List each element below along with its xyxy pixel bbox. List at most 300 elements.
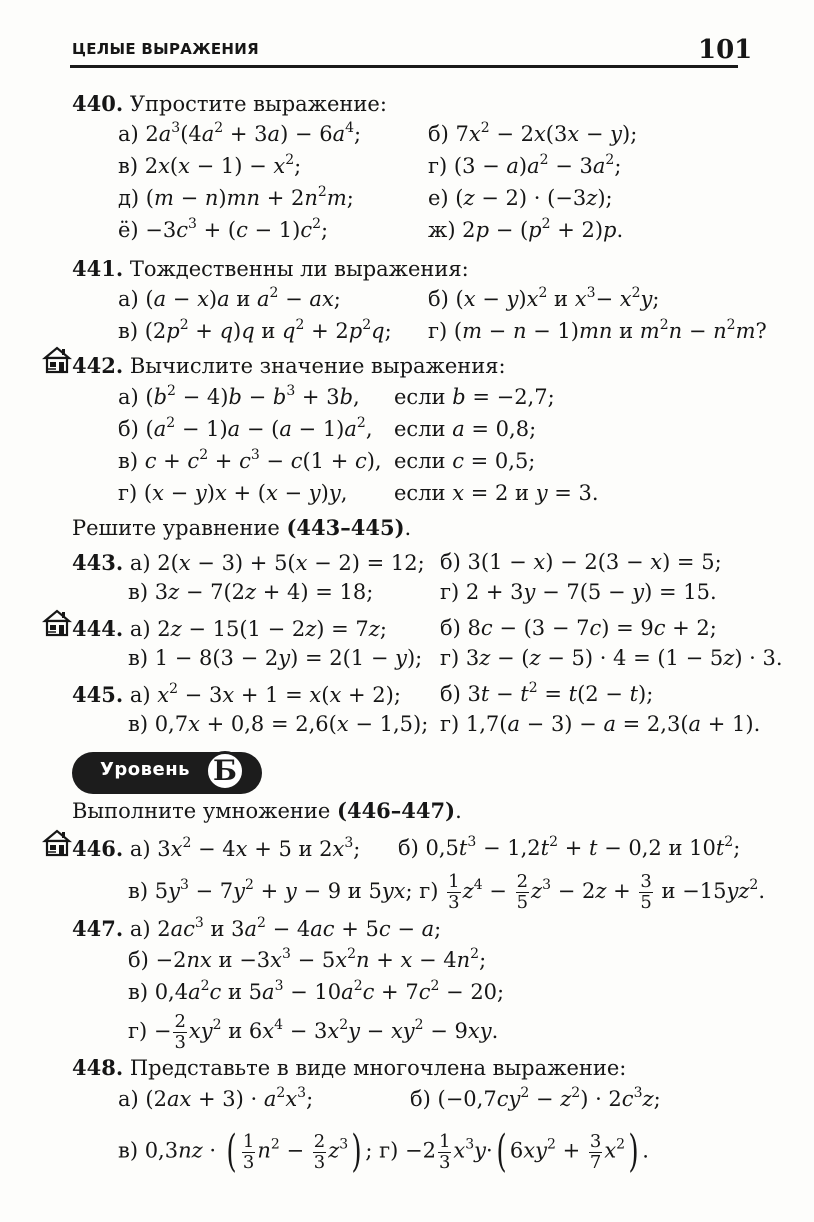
- text-run: ·: [486, 1138, 493, 1163]
- text-run: − 1): [175, 417, 228, 441]
- line-p447v: [128, 980, 504, 1004]
- math-variable: q: [371, 319, 385, 343]
- math-variable: a: [153, 287, 167, 311]
- line-p441b: [428, 287, 659, 311]
- text-run: − 1): [247, 218, 301, 242]
- text-run: и: [254, 319, 283, 343]
- text-run: −: [482, 879, 514, 903]
- line-p444v: [128, 646, 422, 670]
- exponent: 2: [200, 978, 210, 994]
- math-variable: x: [567, 122, 580, 146]
- math-variable: y: [506, 287, 519, 311]
- line-p448b: [410, 1087, 661, 1111]
- text-run: ,: [353, 385, 360, 409]
- math-variable: x: [400, 948, 413, 972]
- math-variable: x: [463, 287, 476, 311]
- text-run: ;: [306, 1087, 314, 1111]
- text-run: ;: [321, 218, 329, 242]
- text-run: а) 2: [118, 122, 159, 146]
- math-variable: x: [178, 551, 191, 575]
- fraction-denominator: 5: [516, 892, 529, 913]
- math-variable: n: [304, 186, 318, 210]
- math-variable: t: [629, 682, 639, 706]
- text-run: ): [518, 287, 527, 311]
- fraction-numerator: 1: [438, 1130, 451, 1152]
- exponent: 2: [245, 877, 254, 893]
- fraction-numerator: 3: [589, 1130, 602, 1152]
- text-run: =: [537, 682, 569, 706]
- line-p442b2: [394, 417, 536, 441]
- math-variable: y: [308, 481, 321, 505]
- text-run: г) 2 + 3: [440, 580, 524, 604]
- text-run: +: [369, 948, 401, 972]
- level-label: Уровень: [100, 759, 191, 780]
- text-run: ) = 5;: [662, 550, 722, 574]
- text-run: = 0,8;: [464, 417, 537, 441]
- math-variable: b: [272, 385, 287, 409]
- math-variable: c: [176, 218, 189, 242]
- text-run: );: [406, 646, 423, 670]
- math-variable: x: [329, 683, 342, 707]
- text-run: + 3) ·: [191, 1087, 264, 1111]
- math-variable: x: [332, 837, 345, 861]
- exercise-number: 445.: [72, 682, 124, 707]
- fraction-numerator: 1: [242, 1130, 255, 1152]
- exponent: 2: [430, 978, 440, 994]
- math-variable: a: [279, 417, 292, 441]
- exponent: 2: [541, 216, 551, 232]
- text-run: ): [206, 481, 215, 505]
- text-run: −: [173, 186, 205, 210]
- math-variable: a: [452, 417, 465, 441]
- math-variable: a: [688, 712, 702, 736]
- line-p444a: [72, 616, 387, 641]
- page-number: 101: [698, 35, 753, 65]
- text-run: + 5 и 2: [247, 837, 333, 861]
- math-variable: b: [452, 385, 466, 409]
- math-variable: y: [348, 1019, 360, 1043]
- home-icon: [42, 608, 72, 638]
- line-p447g: [128, 1012, 498, 1053]
- math-variable: c: [621, 1087, 634, 1111]
- math-variable: ax: [309, 287, 334, 311]
- math-variable: x: [270, 948, 282, 972]
- math-variable: y: [523, 580, 536, 604]
- math-variable: y: [395, 646, 407, 670]
- line-p440a: [118, 122, 361, 146]
- math-variable: nx: [186, 948, 212, 972]
- math-variable: p: [528, 218, 542, 242]
- math-variable: y: [278, 646, 291, 670]
- text-run: г) (3 −: [428, 154, 507, 178]
- text-run: и 3: [203, 917, 245, 941]
- math-variable: z: [560, 1087, 572, 1111]
- text-run: + 1).: [701, 712, 761, 736]
- exercise-number: 442.: [72, 353, 124, 378]
- line-p440: [72, 91, 387, 116]
- math-variable: n: [356, 948, 370, 972]
- fraction-numerator: 2: [174, 1011, 186, 1032]
- math-variable: x: [452, 481, 465, 505]
- math-variable: x: [170, 837, 183, 861]
- line-p442b: [118, 417, 373, 441]
- exponent: 3: [250, 447, 260, 463]
- text-run: );: [638, 682, 654, 706]
- text-run: .: [758, 879, 766, 903]
- math-variable: m: [462, 319, 482, 343]
- text-run: −: [475, 287, 507, 311]
- fraction: [639, 872, 652, 913]
- exponent: 2: [528, 680, 538, 696]
- text-run: ) · 3.: [734, 646, 783, 670]
- math-variable: a: [217, 287, 230, 311]
- math-variable: c: [236, 218, 248, 242]
- math-variable: x: [533, 550, 546, 574]
- text-run: − 3: [178, 683, 223, 707]
- exponent: 3: [467, 834, 477, 850]
- text-run: −: [278, 287, 310, 311]
- math-variable: a: [257, 287, 270, 311]
- text-run: в) (2: [118, 319, 167, 343]
- math-variable: x: [222, 683, 235, 707]
- math-variable: x: [273, 154, 286, 178]
- line-p440v: [118, 154, 301, 178]
- text-run: − 5) · 4 = (1 − 5: [540, 646, 724, 670]
- text-run: ;: [653, 1087, 661, 1111]
- exponent: 2: [269, 285, 279, 301]
- math-variable: z: [168, 580, 180, 604]
- text-run: + 5: [334, 917, 379, 941]
- text-run: + 7: [374, 980, 419, 1004]
- exponent: 2: [480, 120, 490, 136]
- math-variable: b: [339, 385, 354, 409]
- exercise-number: (446–447): [337, 798, 456, 823]
- math-variable: x: [650, 550, 663, 574]
- text-run: и −15: [654, 879, 727, 903]
- text-run: и 5: [221, 980, 263, 1004]
- text-run: − 3) −: [520, 712, 604, 736]
- exponent: 4: [345, 120, 355, 136]
- text-run: − 1) −: [189, 154, 274, 178]
- text-run: = 2,3(: [615, 712, 689, 736]
- math-variable: mn: [226, 186, 261, 210]
- text-run: ) · 2: [580, 1087, 622, 1111]
- line-p442a2: [394, 385, 555, 409]
- math-variable: x: [327, 1019, 340, 1043]
- text-run: а) (: [118, 385, 154, 409]
- exponent: 2: [356, 415, 366, 431]
- exponent: 3: [586, 285, 596, 301]
- math-variable: x: [157, 683, 170, 707]
- line-p441: [72, 256, 469, 281]
- text-run: и 6: [221, 1019, 263, 1043]
- math-variable: x: [619, 287, 632, 311]
- text-run: в) 2: [118, 154, 159, 178]
- text-run: ): [233, 319, 242, 343]
- text-run: = 0,5;: [463, 449, 536, 473]
- text-run: + 2;: [665, 616, 717, 640]
- exponent: 2: [538, 285, 548, 301]
- exponent: 4: [274, 1017, 284, 1033]
- math-variable: z: [463, 186, 475, 210]
- exponent: 2: [547, 1136, 556, 1153]
- line-p442: [72, 353, 506, 378]
- exponent: 2: [659, 317, 669, 333]
- exponent: 2: [347, 946, 356, 962]
- text-run: и −3: [211, 948, 271, 972]
- math-variable: c: [300, 218, 313, 242]
- exponent: 2: [166, 415, 176, 431]
- math-variable: y: [610, 122, 623, 146]
- text-run: б) 3: [440, 682, 481, 706]
- math-variable: a: [244, 917, 258, 941]
- text-run: −: [579, 122, 611, 146]
- text-run: Представьте в виде многочлена выражение:: [123, 1056, 627, 1080]
- math-variable: c: [209, 980, 222, 1004]
- text-run: ;: [333, 287, 341, 311]
- text-run: − (: [490, 646, 530, 670]
- math-variable: x: [453, 1138, 466, 1163]
- math-variable: c: [418, 980, 431, 1004]
- text-run: − 1,2: [476, 836, 541, 860]
- text-run: ;: [294, 154, 302, 178]
- math-variable: c: [480, 616, 493, 640]
- text-run: + 3: [223, 122, 268, 146]
- math-variable: a: [267, 122, 281, 146]
- fraction-numerator: 2: [313, 1130, 326, 1152]
- text-run: + 2: [304, 319, 349, 343]
- text-run: + (: [226, 481, 266, 505]
- line-p447a: [72, 916, 441, 941]
- math-variable: c: [378, 917, 391, 941]
- math-variable: x: [214, 481, 227, 505]
- text-run: б) −2: [128, 948, 187, 972]
- text-run: ),: [366, 449, 382, 473]
- exercise-number: (443–445): [286, 515, 405, 540]
- line-p448: [72, 1055, 626, 1080]
- text-run: − 1,5);: [348, 712, 429, 736]
- exercise-number: 444.: [72, 616, 124, 641]
- fraction: [447, 872, 460, 913]
- text-run: −: [277, 481, 309, 505]
- math-variable: t: [458, 836, 468, 860]
- text-run: −: [279, 1138, 311, 1163]
- math-variable: a: [592, 154, 606, 178]
- math-variable: a: [527, 154, 540, 178]
- text-run: ; г): [405, 879, 446, 903]
- math-variable: t: [588, 836, 598, 860]
- exponent: 2: [199, 447, 209, 463]
- exponent: 3: [344, 835, 354, 851]
- exponent: 2: [295, 317, 305, 333]
- line-p443v: [128, 580, 373, 604]
- fraction-numerator: 3: [640, 871, 652, 892]
- math-variable: a: [262, 980, 275, 1004]
- line-p442v: [118, 449, 382, 473]
- fraction: [313, 1132, 326, 1173]
- math-variable: mn: [578, 319, 613, 343]
- text-run: ;: [354, 122, 362, 146]
- math-variable: z: [305, 617, 317, 641]
- math-variable: a: [603, 712, 616, 736]
- text-run: б) (: [428, 287, 464, 311]
- math-variable: x: [152, 481, 164, 505]
- math-variable: z: [586, 186, 598, 210]
- text-run: в) 0,7: [128, 712, 189, 736]
- math-variable: z: [368, 617, 380, 641]
- text-run: Решите уравнение: [72, 516, 287, 540]
- exponent: 2: [214, 120, 224, 136]
- math-variable: p: [348, 319, 363, 343]
- text-run: ,: [365, 417, 373, 441]
- exponent: 3: [297, 1085, 307, 1101]
- line-p443g: [440, 580, 717, 604]
- exponent: 2: [470, 946, 480, 962]
- text-run: −: [682, 319, 714, 343]
- exponent: 2: [276, 1085, 286, 1101]
- exponent: 3: [171, 120, 181, 136]
- text-run: +: [558, 836, 589, 860]
- text-run: = 3.: [547, 481, 599, 505]
- math-variable: m: [639, 319, 660, 343]
- fraction-denominator: 3: [313, 1151, 326, 1173]
- text-run: − 0,2 и 10: [597, 836, 716, 860]
- text-run: − 3: [283, 1019, 328, 1043]
- exponent: 2: [631, 285, 641, 301]
- math-variable: ac: [170, 917, 195, 941]
- exercise-number: 443.: [72, 550, 124, 575]
- exponent: 2: [724, 834, 734, 850]
- text-run: − 2: [551, 879, 596, 903]
- line-p443b: [440, 550, 722, 574]
- text-run: − 7(2: [179, 580, 246, 604]
- text-run: Тождественны ли выражения:: [123, 257, 469, 281]
- line-p440yo: [118, 218, 328, 242]
- math-variable: a: [158, 122, 172, 146]
- text-run: б) 0,5: [398, 836, 459, 860]
- text-run: − 4): [175, 385, 229, 409]
- math-variable: y: [284, 879, 297, 903]
- exponent: 2: [749, 877, 759, 893]
- text-run: +: [253, 879, 285, 903]
- text-run: −: [489, 682, 521, 706]
- fraction: [516, 872, 529, 913]
- exponent: 2: [571, 1085, 581, 1101]
- text-run: и: [612, 319, 640, 343]
- math-variable: n: [512, 319, 527, 343]
- math-variable: z: [170, 617, 182, 641]
- math-variable: n: [713, 319, 727, 343]
- text-run: если: [394, 385, 453, 409]
- text-run: − 3: [548, 154, 593, 178]
- text-run: + 2);: [341, 683, 401, 707]
- math-variable: c: [354, 449, 367, 473]
- text-run: − 7(5 −: [535, 580, 633, 604]
- line-p440d: [118, 186, 354, 210]
- text-run: +: [606, 879, 638, 903]
- line-p446b: [398, 836, 740, 860]
- math-variable: c: [144, 449, 157, 473]
- text-run: если: [394, 449, 453, 473]
- math-variable: q: [282, 319, 296, 343]
- fraction: [173, 1012, 186, 1053]
- line-p442g2: [394, 481, 599, 505]
- text-run: если: [394, 417, 453, 441]
- math-variable: p: [603, 218, 617, 242]
- math-variable: z: [595, 879, 607, 903]
- text-run: а) 2: [123, 617, 171, 641]
- math-variable: z: [531, 879, 543, 903]
- text-run: −: [529, 1087, 561, 1111]
- text-run: ): [320, 481, 329, 505]
- text-run: ·: [202, 1138, 223, 1163]
- math-variable: xy: [390, 1019, 415, 1043]
- line-p447b: [128, 948, 486, 972]
- text-run: +: [156, 449, 188, 473]
- math-variable: a: [341, 980, 354, 1004]
- line-p443a: [72, 550, 425, 575]
- text-run: − 10: [283, 980, 342, 1004]
- math-variable: y: [640, 287, 653, 311]
- text-run: −: [595, 287, 620, 311]
- exponent: 2: [362, 317, 372, 333]
- exponent: 2: [182, 835, 192, 851]
- text-run: ) = 2(1 −: [290, 646, 396, 670]
- exponent: 2: [616, 1136, 626, 1153]
- math-variable: c: [589, 616, 602, 640]
- big-parenthesis: ): [351, 1126, 362, 1177]
- math-variable: a: [506, 154, 519, 178]
- text-run: б) 3(1 −: [440, 550, 534, 574]
- text-run: б) 8: [440, 616, 481, 640]
- math-variable: q: [241, 319, 255, 343]
- exponent: 3: [339, 1136, 349, 1153]
- fraction: [438, 1132, 451, 1173]
- text-run: − 4: [412, 948, 457, 972]
- math-variable: z: [479, 646, 491, 670]
- math-variable: x: [295, 551, 308, 575]
- exponent: 3: [282, 946, 291, 962]
- math-variable: xy: [523, 1138, 547, 1163]
- text-run: −: [482, 319, 513, 343]
- text-run: ;: [346, 186, 354, 210]
- text-run: = −2,7;: [465, 385, 555, 409]
- exponent: 3: [179, 877, 189, 893]
- exponent: 2: [339, 1017, 349, 1033]
- math-variable: p: [166, 319, 180, 343]
- math-variable: cy: [496, 1087, 521, 1111]
- text-run: б) (−0,7: [410, 1087, 497, 1111]
- math-variable: n: [456, 948, 471, 972]
- text-run: ) − 6: [280, 122, 333, 146]
- line-p442v2: [394, 449, 535, 473]
- text-run: (: [321, 683, 330, 707]
- text-run: ?: [755, 319, 767, 343]
- text-run: в) 0,3: [118, 1138, 179, 1163]
- exponent: 3: [542, 877, 552, 893]
- line-p446a: [72, 836, 360, 861]
- text-run: е) (: [428, 186, 464, 210]
- line-p442a: [118, 385, 360, 409]
- fraction-denominator: 3: [242, 1151, 255, 1173]
- text-run: +: [188, 319, 220, 343]
- line-p448a: [118, 1087, 313, 1111]
- text-run: б) 7: [428, 122, 469, 146]
- text-run: + (: [196, 218, 237, 242]
- exercise-number: 441.: [72, 256, 124, 281]
- math-variable: a: [188, 980, 201, 1004]
- line-p445b: [440, 682, 653, 706]
